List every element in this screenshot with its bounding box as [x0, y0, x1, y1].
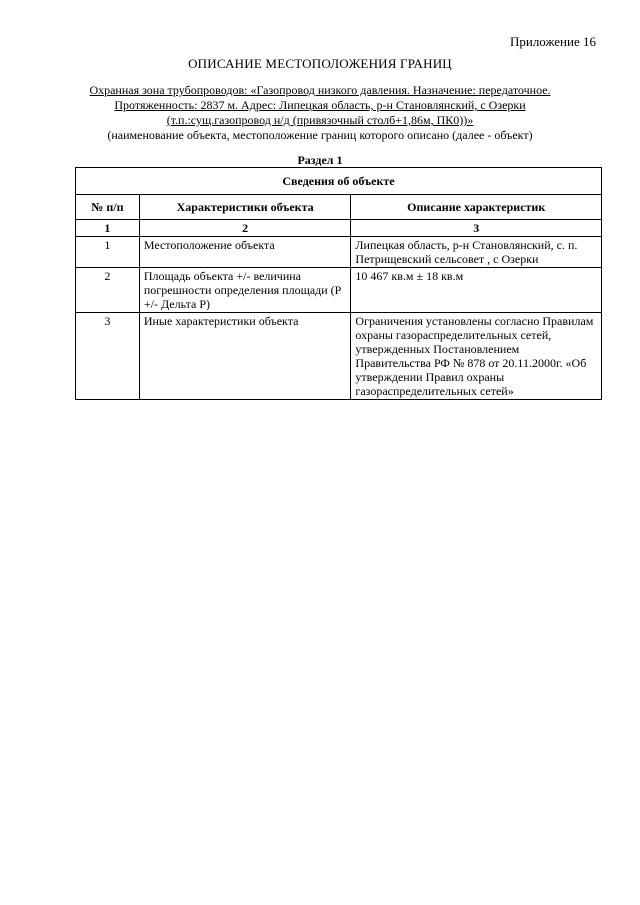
- row-number: 2: [76, 268, 140, 313]
- column-number: 3: [351, 220, 602, 237]
- table-caption: Сведения об объекте: [76, 168, 602, 195]
- row-characteristic: Местоположение объекта: [139, 237, 351, 268]
- column-header: Описание характеристик: [351, 195, 602, 220]
- row-number: 1: [76, 237, 140, 268]
- table-row: [76, 268, 602, 313]
- row-number: 3: [76, 313, 140, 400]
- object-line-2: Протяженность: 2837 м. Адрес: Липецкая область, р-н Становлянский, с Озерки: [114, 98, 526, 112]
- table-header-row: [76, 195, 602, 220]
- object-line-3: (т.п.:сущ.газопровод н/д (привязочный столб+1,86м, ПК0))»: [166, 113, 474, 127]
- appendix-label: Приложение 16: [509, 34, 596, 49]
- column-header: № п/п: [76, 195, 140, 220]
- row-characteristic: Площадь объекта +/- величина погрешности определения площади (Р +/- Дельта Р): [139, 268, 351, 313]
- object-info-table: [75, 167, 602, 400]
- table-caption-row: [76, 168, 602, 195]
- object-line-1: Охранная зона трубопроводов: «Газопровод низкого давления. Назначение: передаточное.: [89, 83, 551, 97]
- document-title: ОПИСАНИЕ МЕСТОПОЛОЖЕНИЯ ГРАНИЦ: [188, 56, 452, 71]
- column-number-row: [76, 220, 602, 237]
- column-number: 1: [76, 220, 140, 237]
- object-description: [60, 83, 580, 143]
- column-number: 2: [139, 220, 351, 237]
- column-header: Характеристики объекта: [139, 195, 351, 220]
- row-description: Липецкая область, р-н Становлянский, с. п. Петрищевский сельсовет , с Озерки: [351, 237, 602, 268]
- table-row: [76, 237, 602, 268]
- row-description: Ограничения установлены согласно Правилам охраны газораспределительных сетей, утвержденных Постановлением Правительства РФ № 878 от 20.11.2000г. «Об утверждении Правил охраны газораспределительных сетей»: [351, 313, 602, 400]
- row-characteristic: Иные характеристики объекта: [139, 313, 351, 400]
- object-note: (наименование объекта, местоположение границ которого описано (далее - объект): [107, 128, 533, 142]
- section-title: Раздел 1: [297, 153, 343, 167]
- row-description: 10 467 кв.м ± 18 кв.м: [351, 268, 602, 313]
- table-row: [76, 313, 602, 400]
